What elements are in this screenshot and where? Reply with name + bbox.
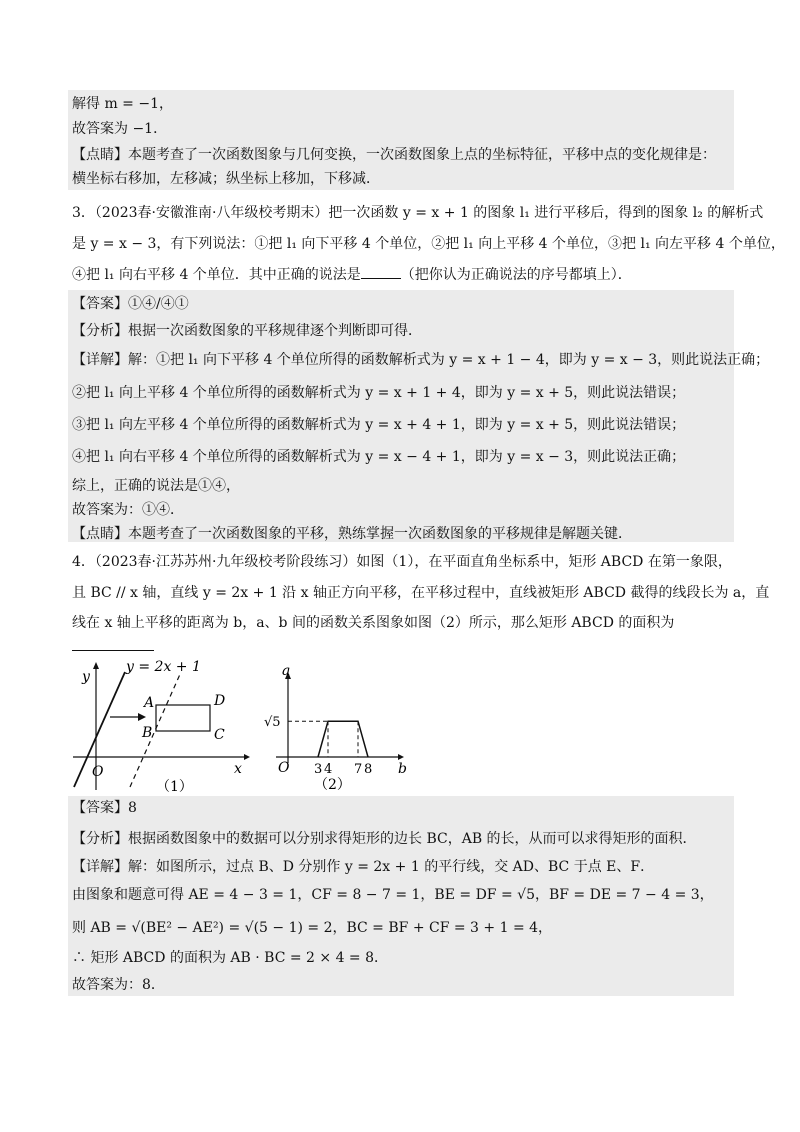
detail-text: ③把 l₁ 向左平移 4 个单位所得的函数解析式为 y = x + 4 + 1，即为 y = x + 5，则此说法错误； (72, 417, 686, 433)
question-4-text: 且 BC // x 轴，直线 y = 2x + 1 沿 x 轴正方向平移，在平移过程中，直线被矩形 ABCD 截得的线段长为 a，直 (72, 585, 770, 601)
question-3-text-pre: ④把 l₁ 向右平移 4 个单位．其中正确的说法是 (72, 267, 361, 283)
text-line: 横坐标右移加，左移减；纵坐标上移加，下移减． (72, 171, 380, 187)
series-line (318, 721, 368, 757)
right-arrow-head (138, 713, 146, 721)
detail-text: ②把 l₁ 向上平移 4 个单位所得的函数解析式为 y = x + 1 + 4，即为 y = x + 5，则此说法错误； (72, 385, 686, 401)
detail-text: 综上，正确的说法是①④， (72, 478, 240, 494)
figure-caption: （2） (314, 777, 351, 793)
answer-blank (72, 636, 154, 651)
question-3-text-post: （把你认为正确说法的序号都填上）． (400, 267, 632, 283)
question-4-text: 线在 x 轴上平移的距离为 b，a、b 间的函数关系图象如图（2）所示，那么矩形 ABCD 的面积为 (72, 615, 675, 631)
origin-label: O (92, 764, 104, 780)
y-axis-arrow (93, 662, 99, 669)
x-tick-label: 3 (314, 762, 323, 777)
x-axis-label: x (234, 761, 242, 777)
b-axis-label: b (398, 761, 407, 777)
x-tick-label: 8 (364, 762, 373, 777)
y-axis-label: y (82, 669, 90, 685)
detail-text: 故答案为：①④． (72, 502, 184, 518)
point-a-label: A (144, 695, 155, 711)
figure-1-coordinate-rectangle (68, 655, 258, 795)
a-axis-label: a (282, 663, 291, 679)
origin-label: O (278, 760, 290, 776)
question-3-text (72, 264, 742, 285)
detail-text: 【点睛】本题考查了一次函数图象的平移，熟练掌握一次函数图象的平移规律是解题关键． (72, 526, 632, 542)
detail-text: 故答案为：8． (72, 977, 165, 993)
text-line: 故答案为 −1． (72, 121, 168, 137)
x-tick-label: 4 (324, 762, 333, 777)
answer-blank-line (72, 636, 742, 657)
b-axis-arrow (398, 754, 404, 760)
detail-text: 【详解】解：①把 l₁ 向下平移 4 个单位所得的函数解析式为 y = x + 1 − 4，即为 y = x − 3，则此说法正确； (72, 352, 770, 368)
figure-2-graph (262, 655, 412, 795)
point-d-label: D (214, 693, 226, 709)
detail-text: 由图象和题意可得 AE = 4 − 3 = 1，CF = 8 − 7 = 1，BE = DF = √5，BF = DE = 7 − 4 = 3， (72, 887, 714, 903)
y-tick-label: √5 (264, 715, 281, 731)
figure-caption: （1） (156, 779, 193, 795)
detail-text: ④把 l₁ 向右平移 4 个单位所得的函数解析式为 y = x − 4 + 1，即为 y = x − 3，则此说法正确； (72, 449, 686, 465)
answer-label: 【答案】8 (72, 800, 137, 816)
question-3-text: 是 y = x − 3，有下列说法：①把 l₁ 向下平移 4 个单位，②把 l₁ 向上平移 4 个单位，③把 l₁ 向左平移 4 个单位， (72, 236, 785, 252)
detail-text: ∴ 矩形 ABCD 的面积为 AB · BC = 2 × 4 = 8． (72, 950, 389, 966)
point-c-label: C (214, 727, 225, 743)
text-line: 【点睛】本题考查了一次函数图象与几何变换，一次函数图象上点的坐标特征，平移中点的变化规律是： (72, 147, 716, 163)
detail-text: 【详解】解：如图所示，过点 B、D 分别作 y = 2x + 1 的平行线，交 AD、BC 于点 E、F． (72, 859, 655, 875)
analysis-text: 【分析】根据函数图象中的数据可以分别求得矩形的边长 BC，AB 的长，从而可以求得矩形的面积． (72, 831, 697, 847)
detail-text: 则 AB = √(BE² − AE²) = √(5 − 1) = 2，BC = BF + CF = 3 + 1 = 4， (72, 920, 553, 936)
question-3-text: 3．（2023春·安徽淮南·八年级校考期末）把一次函数 y = x + 1 的图象 l₁ 进行平移后，得到的图象 l₂ 的解析式 (72, 205, 764, 221)
point-b-label: B (142, 725, 153, 741)
answer-blank (361, 264, 401, 279)
x-tick-label: 7 (354, 762, 363, 777)
question-4-text: 4．（2023春·江苏苏州·九年级校考阶段练习）如图（1），在平面直角坐标系中，矩形 ABCD 在第一象限， (72, 554, 732, 570)
analysis-text: 【分析】根据一次函数图象的平移规律逐个判断即可得． (72, 323, 422, 339)
x-axis-arrow (244, 754, 250, 760)
answer-label: 【答案】①④/④① (72, 296, 189, 312)
line-label: y = 2x + 1 (126, 659, 201, 675)
text-line: 解得 m = −1， (72, 96, 173, 112)
